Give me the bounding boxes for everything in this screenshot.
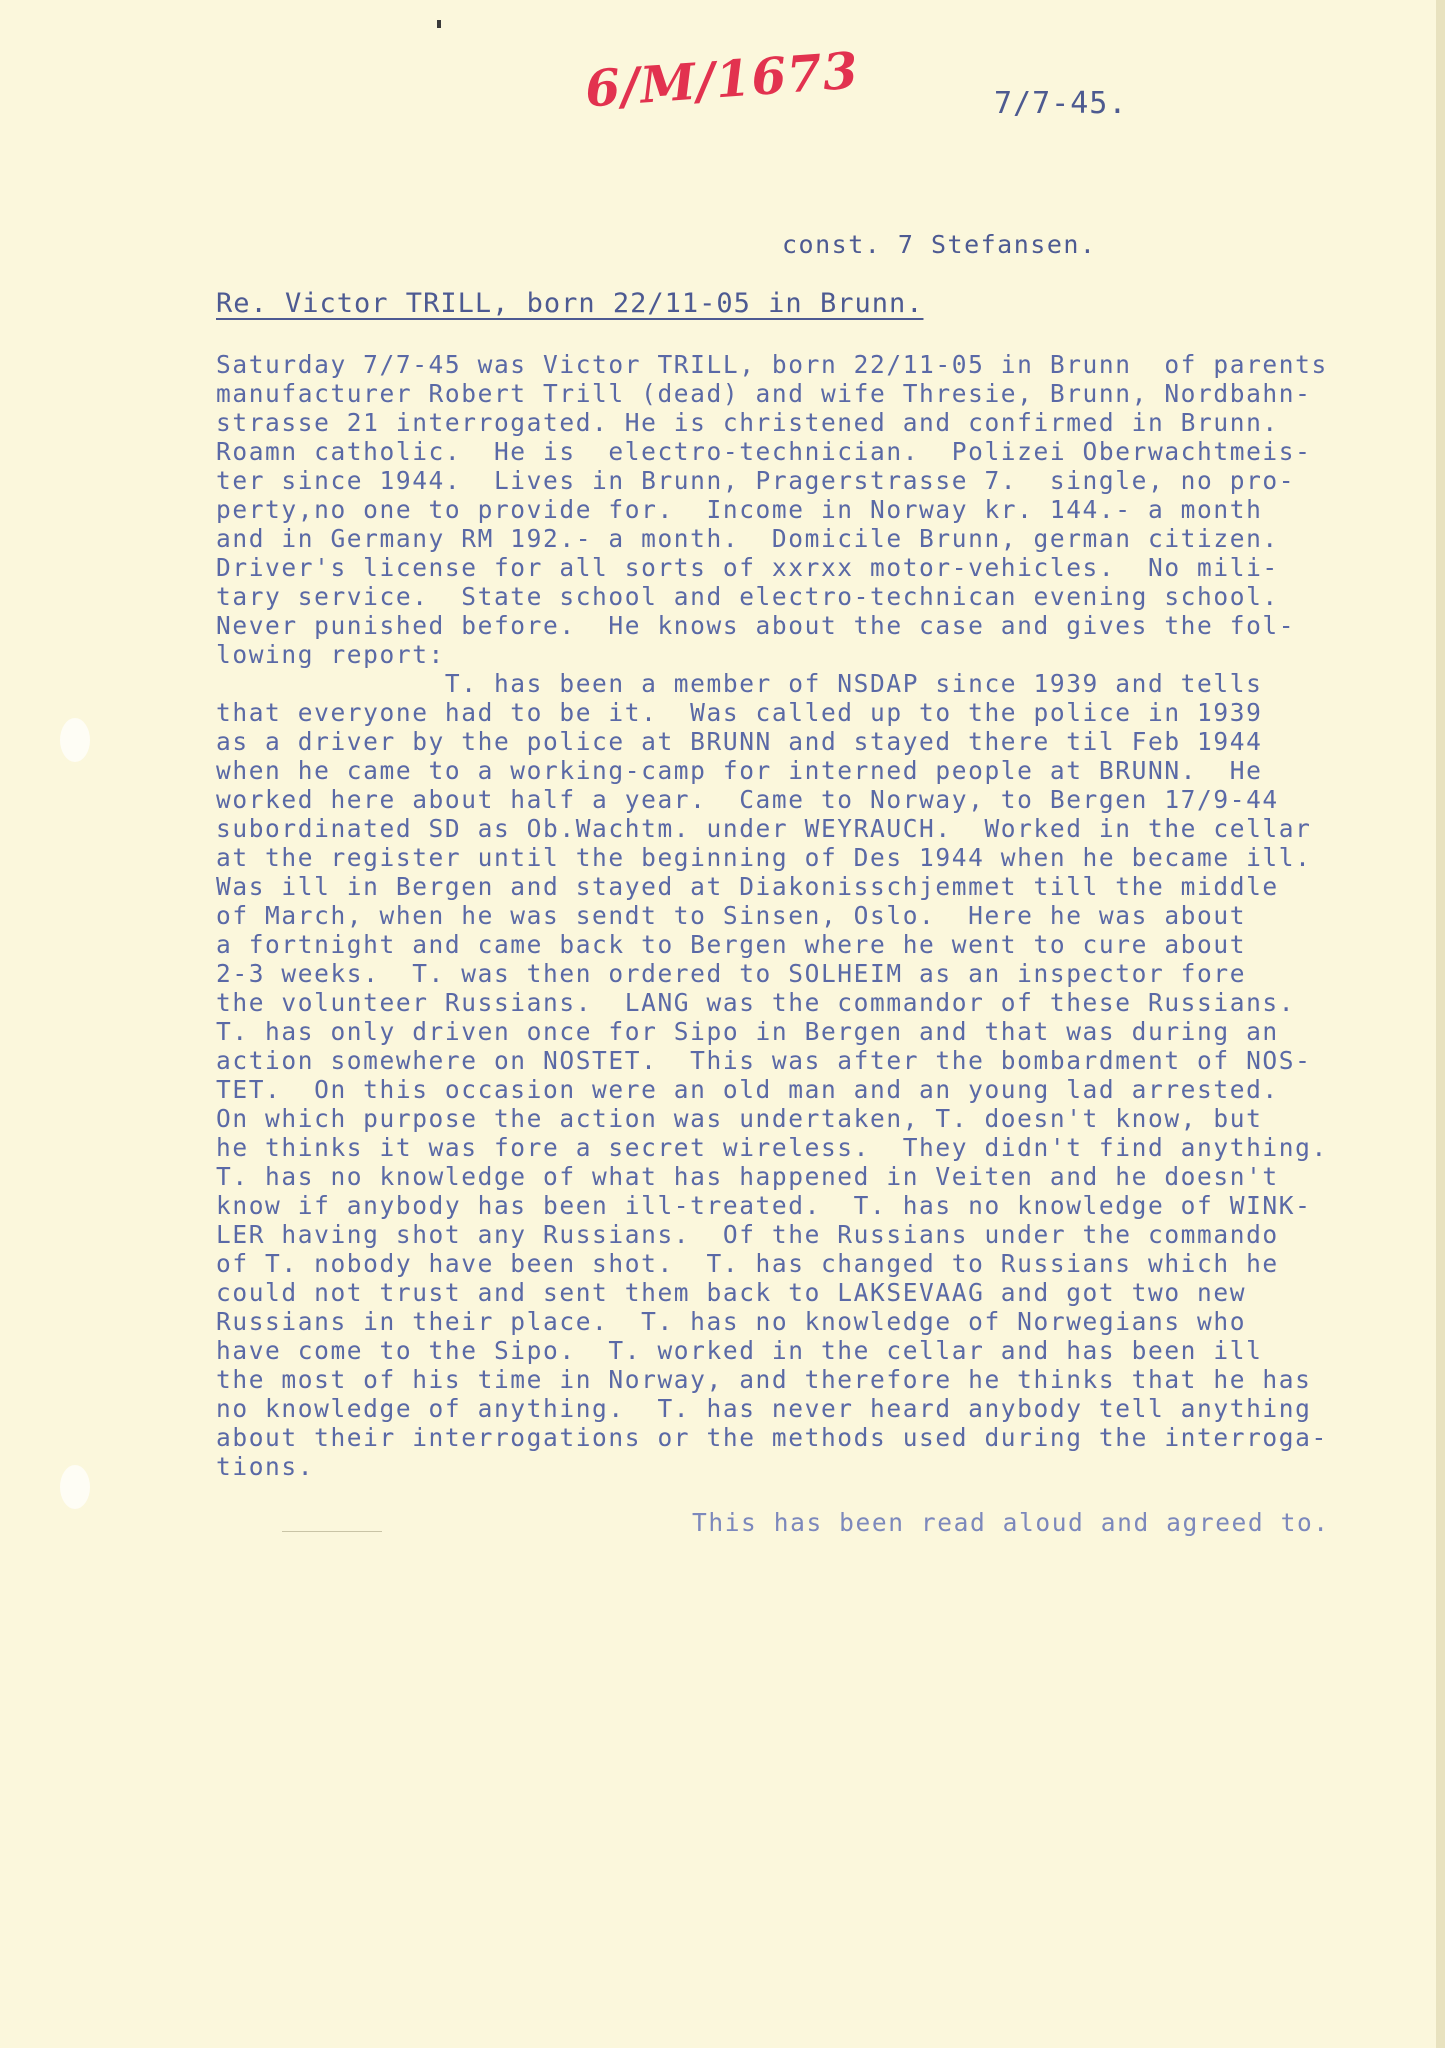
body-line: could not trust and sent them back to LAKSEVAAG and got two new [216,1278,1247,1307]
punch-hole [60,718,90,762]
body-line: Saturday 7/7-45 was Victor TRILL, born 22/11-05 in Brunn of parents [216,350,1328,379]
body-line: have come to the Sipo. T. worked in the cellar and has been ill [216,1336,1263,1365]
body-line: Never punished before. He knows about the case and gives the fol- [216,611,1296,640]
body-line: that everyone had to be it. Was called up to the police in 1939 [216,698,1263,727]
body-line: TET. On this occasion were an old man and an young lad arrested. [216,1075,1279,1104]
body-line: about their interrogations or the methods used during the interroga- [216,1423,1328,1452]
body-line: no knowledge of anything. T. has never heard anybody tell anything [216,1394,1312,1423]
body-line: T. has only driven once for Sipo in Bergen and that was during an [216,1017,1279,1046]
body-line: and in Germany RM 192.- a month. Domicile Brunn, german citizen. [216,524,1279,553]
body-line: tary service. State school and electro-technican evening school. [216,582,1279,611]
body-line: strasse 21 interrogated. He is christened and confirmed in Brunn. [216,408,1279,437]
body-line: On which purpose the action was undertaken, T. doesn't know, but [216,1104,1263,1133]
body-line: of T. nobody have been shot. T. has changed to Russians which he [216,1249,1279,1278]
body-line: the most of his time in Norway, and therefore he thinks that he has [216,1365,1312,1394]
closing-statement: This has been read aloud and agreed to. [692,1508,1330,1537]
body-line: at the register until the beginning of Des 1944 when he became ill. [216,843,1312,872]
body-line: lowing report: [216,640,445,669]
body-line: Russians in their place. T. has no knowledge of Norwegians who [216,1307,1247,1336]
body-line: Roamn catholic. He is electro-technician. Polizei Oberwachtmeis- [216,437,1312,466]
body-line: worked here about half a year. Came to Norway, to Bergen 17/9-44 [216,785,1279,814]
punch-hole [60,1465,90,1509]
body-line: when he came to a working-camp for interned people at BRUNN. He [216,756,1263,785]
body-line: T. has no knowledge of what has happened in Veiten and he doesn't [216,1162,1279,1191]
officer-name: const. 7 Stefansen. [782,230,1097,259]
body-line: he thinks it was fore a secret wireless. They didn't find anything. [216,1133,1328,1162]
body-line: a fortnight and came back to Bergen where he went to cure about [216,930,1247,959]
body-line: of March, when he was sendt to Sinsen, Oslo. Here he was about [216,901,1247,930]
body-line: ter since 1944. Lives in Brunn, Pragerstrasse 7. single, no pro- [216,466,1296,495]
document-date: 7/7-45. [994,86,1128,121]
body-line: Was ill in Bergen and stayed at Diakonisschjemmet till the middle [216,872,1279,901]
body-line: the volunteer Russians. LANG was the commandor of these Russians. [216,988,1296,1017]
body-line: Driver's license for all sorts of xxrxx motor-vehicles. No mili- [216,553,1279,582]
body-line: tions. [216,1452,315,1481]
ink-speck [437,20,441,28]
archive-reference-stamp: 6/M/1673 [583,40,861,119]
body-line: action somewhere on NOSTET. This was after the bombardment of NOS- [216,1046,1312,1075]
body-line: as a driver by the police at BRUNN and stayed there til Feb 1944 [216,727,1263,756]
body-line: T. has been a member of NSDAP since 1939 and tells [216,669,1263,698]
body-line: 2-3 weeks. T. was then ordered to SOLHEIM as an inspector fore [216,959,1247,988]
page-edge-shadow [1436,0,1445,2048]
body-line: manufacturer Robert Trill (dead) and wife Thresie, Brunn, Nordbahn- [216,379,1312,408]
subject-heading: Re. Victor TRILL, born 22/11-05 in Brunn. [216,288,924,319]
signature-line [282,1531,382,1532]
body-line: LER having shot any Russians. Of the Russians under the commando [216,1220,1279,1249]
body-line: subordinated SD as Ob.Wachtm. under WEYRAUCH. Worked in the cellar [216,814,1312,843]
body-line: know if anybody has been ill-treated. T. has no knowledge of WINK- [216,1191,1312,1220]
body-line: perty,no one to provide for. Income in Norway kr. 144.- a month [216,495,1263,524]
